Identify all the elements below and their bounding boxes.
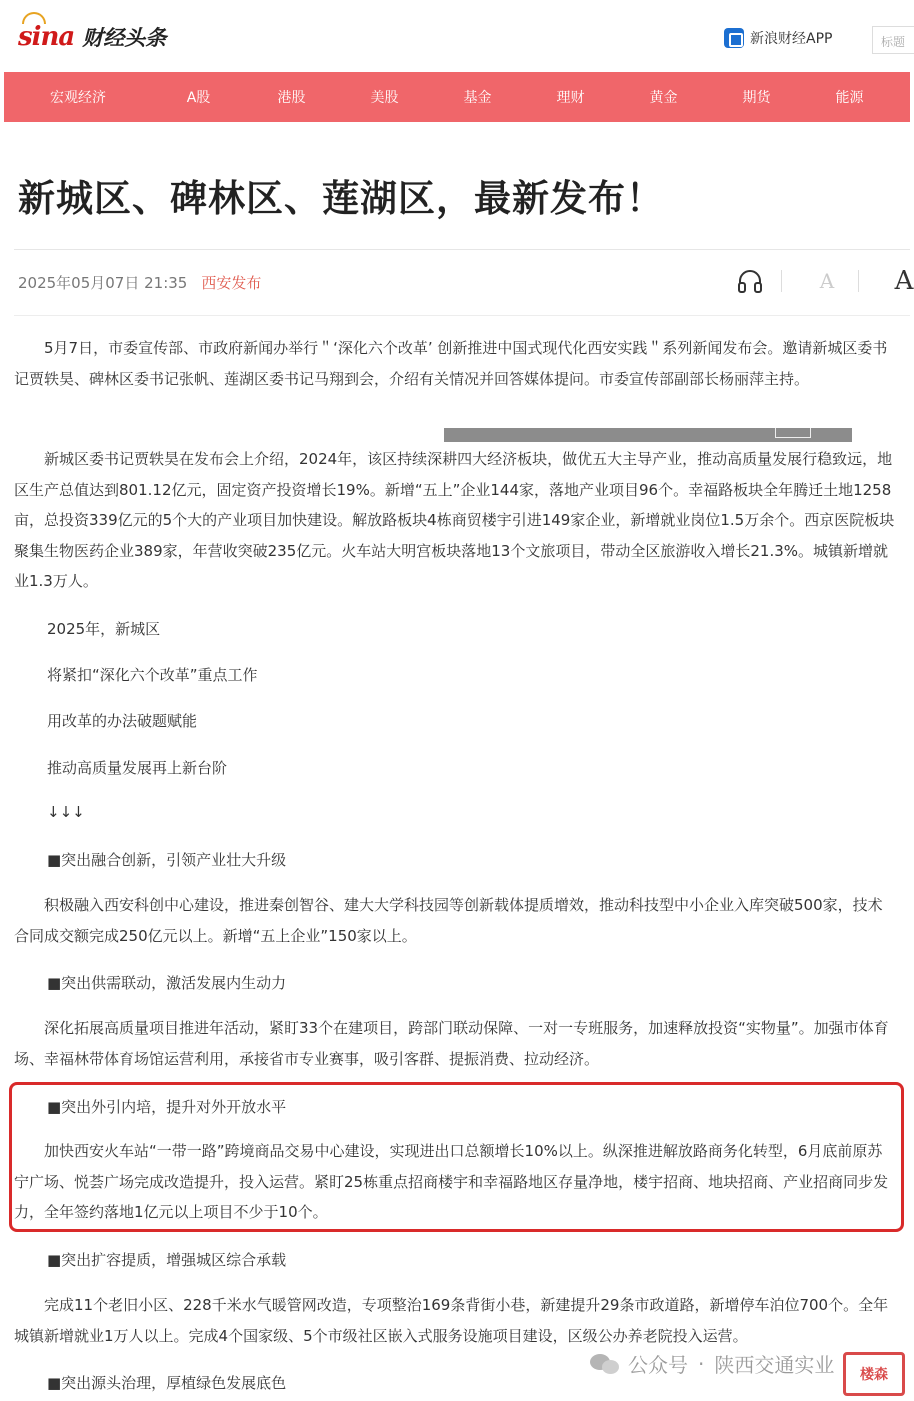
section-body: 深化拓展高质量项目推进年活动，紧盯33个在建项目，跨部门联动保障、一对一专班服务，加速释放投资“实物量”。加强市体育场、幸福林带体育场馆运营利用，承接省市专业赛事，吸引客群、提振消费、拉动经济。 — [14, 1019, 889, 1068]
watermark — [590, 1349, 834, 1378]
article-paragraph: 新城区委书记贾轶昊在发布会上介绍，2024年，该区持续深耕四大经济板块，做优五大主导产业，推动高质量发展行稳致远，地区生产总值达到801.12亿元，固定资产投资增长19%。新增“五上”企业144家，落地产业项目96个。幸福路板块全年腾迁土地1258亩，总投资339亿元的5个大的产业项目加快建设。解放路板块4栋商贸楼宇引进149家企业，新增就业岗位1.5万余个。西京医院板块聚集生物医药企业389家，年营收突破235亿元。火车站大明宫板块落地13个文旅项目，带动全区旅游收入增长21.3%。城镇新增就业1.3万人。 — [14, 450, 895, 590]
down-arrows: ↓↓↓ — [47, 803, 85, 821]
nav-item-a-shares[interactable]: A股 — [186, 90, 211, 106]
site-header — [0, 0, 914, 72]
sina-logo-mark: sina — [18, 22, 74, 52]
nav-item-energy[interactable]: 能源 — [835, 90, 864, 106]
publish-date: 2025年05月07日 21:35 — [18, 274, 188, 292]
nav-item-macro[interactable]: 宏观经济 — [50, 90, 106, 106]
watermark-platform: 公众号 — [628, 1353, 688, 1377]
nav-item-us-stocks[interactable]: 美股 — [370, 90, 399, 106]
meta-divider — [14, 315, 910, 316]
search-input[interactable]: 标题 — [872, 26, 914, 54]
nav-item-wealth[interactable]: 理财 — [556, 90, 585, 106]
section-body: 完成11个老旧小区、228千米水气暖管网改造，专项整治169条背街小巷，新建提升29条市政道路，新增停车泊位700个。全年城镇新增就业1万人以上。完成4个国家级、5个市级社区嵌入式服务设施项目建设，区级公办养老院投入运营。 — [14, 1296, 889, 1345]
section-body: 积极融入西安科创中心建设，推进秦创智谷、建大大学科技园等创新载体提质增效，推动科技型中小企业入库突破500家，技术合同成交额完成250亿元以上。新增“五上企业”150家以上。 — [14, 896, 883, 945]
channel-nav — [4, 72, 910, 122]
section-heading: ■突出源头治理，厚植绿色发展底色 — [47, 1374, 287, 1392]
nav-item-hk-stocks[interactable]: 港股 — [277, 90, 306, 106]
headphones-icon[interactable] — [733, 266, 767, 296]
text-line: 2025年，新城区 — [47, 620, 161, 638]
nav-item-funds[interactable]: 基金 — [463, 90, 492, 106]
article-paragraph: 5月7日，市委宣传部、市政府新闻办举行＂‘深化六个改革’ 创新推进中国式现代化西安实践＂系列新闻发布会。邀请新城区委书记贾轶昊、碑林区委书记张帆、莲湖区委书记马翔到会，介绍有关情况并回答媒体提问。市委宣传部副部长杨丽萍主持。 — [14, 339, 888, 388]
sina-logo[interactable] — [18, 22, 166, 52]
sina-finance-app-icon — [724, 28, 744, 48]
logo-section-name: 财经头条 — [82, 26, 167, 50]
title-divider — [14, 249, 910, 250]
article-source-link[interactable]: 西安发布 — [201, 274, 262, 292]
font-increase-icon[interactable]: A — [894, 266, 914, 296]
section-heading: ■突出扩容提质，增强城区综合承载 — [47, 1251, 287, 1269]
article-tools — [733, 266, 914, 296]
section-heading: ■突出供需联动，激活发展内生动力 — [47, 974, 287, 992]
nav-item-futures[interactable]: 期货 — [742, 90, 771, 106]
corner-seal-logo: 楼森 — [843, 1352, 905, 1396]
app-link-label: 新浪财经APP — [750, 31, 833, 47]
section-body: 加快西安火车站“一带一路”跨境商品交易中心建设，实现进出口总额增长10%以上。纵深推进解放路商务化转型，6月底前原苏宁广场、悦荟广场完成改造提升，投入运营。紧盯25栋重点招商楼宇和幸福路地区存量净地，楼宇招商、地块招商、产业招商同步发力，全年签约落地1亿元以上项目不少于10个。 — [14, 1142, 889, 1221]
article-title: 新城区、碑林区、莲湖区，最新发布！ — [18, 177, 664, 220]
text-line: 用改革的办法破题赋能 — [47, 712, 198, 730]
video-control-button[interactable] — [775, 428, 811, 438]
tool-separator — [858, 270, 859, 292]
nav-item-gold[interactable]: 黄金 — [649, 90, 678, 106]
article-meta — [18, 272, 261, 293]
text-line: 推动高质量发展再上新台阶 — [47, 759, 228, 777]
watermark-account: 陕西交通实业 — [714, 1353, 835, 1377]
font-decrease-icon[interactable]: A — [819, 269, 835, 293]
section-heading: ■突出外引内培，提升对外开放水平 — [47, 1098, 287, 1116]
tool-separator — [781, 270, 782, 292]
section-heading: ■突出融合创新，引领产业壮大升级 — [47, 851, 287, 869]
app-download-link[interactable] — [724, 28, 832, 48]
wechat-icon — [590, 1352, 620, 1376]
text-line: 将紧扣“深化六个改革”重点工作 — [47, 666, 258, 684]
watermark-dot: · — [698, 1351, 705, 1376]
